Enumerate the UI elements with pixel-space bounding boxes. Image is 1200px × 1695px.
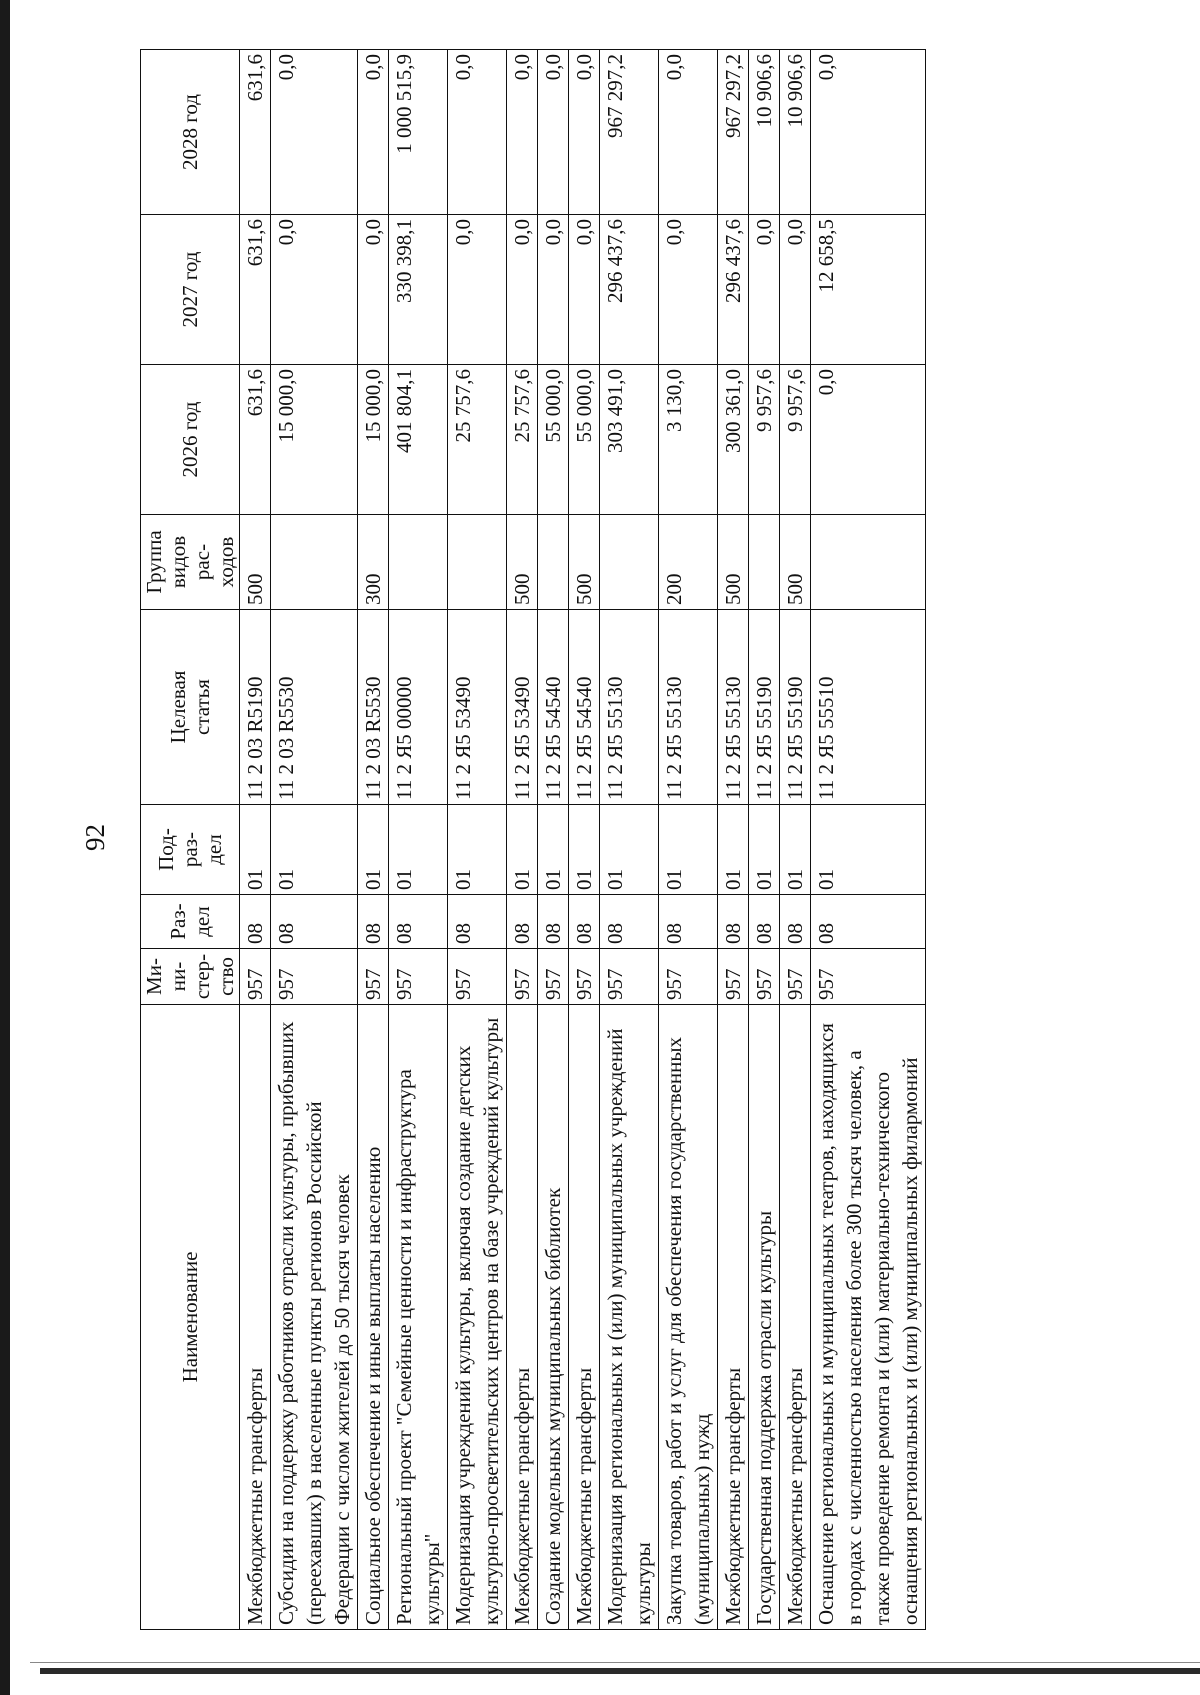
cell-2027: 0,0 [507, 215, 538, 365]
table-row [811, 50, 926, 1630]
cell-section: 08 [507, 895, 538, 949]
cell-2027: 631,6 [240, 215, 271, 365]
cell-2026: 0,0 [811, 365, 926, 515]
cell-subsection: 01 [811, 805, 926, 895]
cell-subsection: 01 [600, 805, 659, 895]
cell-section: 08 [600, 895, 659, 949]
cell-2028: 0,0 [538, 50, 569, 215]
cell-group [448, 515, 507, 610]
cell-ministry: 957 [811, 949, 926, 1005]
cell-2028: 1 000 515,9 [389, 50, 448, 215]
table-row [538, 50, 569, 1630]
cell-group [389, 515, 448, 610]
cell-name: Межбюджетные трансферты [240, 1005, 271, 1630]
scan-bottom-line [30, 1662, 1200, 1663]
cell-subsection: 01 [389, 805, 448, 895]
cell-name: Межбюджетные трансферты [718, 1005, 749, 1630]
cell-name: Государственная поддержка отрасли культуры [749, 1005, 780, 1630]
cell-ministry: 957 [600, 949, 659, 1005]
cell-subsection: 01 [749, 805, 780, 895]
cell-section: 08 [811, 895, 926, 949]
cell-name: Модернизация учреждений культуры, включая создание детских культурно-просветительских центров на базе учреждений культуры [448, 1005, 507, 1630]
cell-target: 11 2 Я5 55190 [780, 610, 811, 805]
cell-2028: 10 906,6 [749, 50, 780, 215]
header-subsection: Под- раз- дел [141, 805, 240, 895]
cell-2027: 0,0 [358, 215, 389, 365]
cell-2028: 0,0 [271, 50, 358, 215]
cell-2026: 300 361,0 [718, 365, 749, 515]
cell-2028: 0,0 [507, 50, 538, 215]
header-target: Целевая статья [141, 610, 240, 805]
cell-target: 11 2 03 R5190 [240, 610, 271, 805]
cell-group: 500 [718, 515, 749, 610]
cell-ministry: 957 [569, 949, 600, 1005]
cell-2028: 0,0 [811, 50, 926, 215]
header-2028: 2028 год [141, 50, 240, 215]
cell-2028: 967 297,2 [718, 50, 749, 215]
cell-2028: 0,0 [448, 50, 507, 215]
table-row [749, 50, 780, 1630]
page-number: 92 [80, 824, 110, 851]
cell-ministry: 957 [749, 949, 780, 1005]
cell-group [538, 515, 569, 610]
cell-name: Межбюджетные трансферты [569, 1005, 600, 1630]
cell-section: 08 [538, 895, 569, 949]
cell-2026: 9 957,6 [780, 365, 811, 515]
cell-subsection: 01 [659, 805, 718, 895]
cell-group: 200 [659, 515, 718, 610]
cell-subsection: 01 [569, 805, 600, 895]
cell-2028: 631,6 [240, 50, 271, 215]
cell-ministry: 957 [538, 949, 569, 1005]
cell-2026: 303 491,0 [600, 365, 659, 515]
cell-2027: 0,0 [780, 215, 811, 365]
cell-target: 11 2 Я5 55190 [749, 610, 780, 805]
cell-ministry: 957 [659, 949, 718, 1005]
cell-group: 500 [780, 515, 811, 610]
table-row [448, 50, 507, 1630]
cell-2027: 0,0 [448, 215, 507, 365]
cell-subsection: 01 [538, 805, 569, 895]
cell-group [600, 515, 659, 610]
cell-name: Создание модельных муниципальных библиотек [538, 1005, 569, 1630]
table-row [659, 50, 718, 1630]
table-row [240, 50, 271, 1630]
cell-2027: 0,0 [538, 215, 569, 365]
cell-subsection: 01 [271, 805, 358, 895]
cell-2026: 631,6 [240, 365, 271, 515]
cell-target: 11 2 Я5 54540 [538, 610, 569, 805]
cell-2027: 0,0 [749, 215, 780, 365]
cell-subsection: 01 [718, 805, 749, 895]
cell-target: 11 2 Я5 55510 [811, 610, 926, 805]
table-row [358, 50, 389, 1630]
cell-ministry: 957 [389, 949, 448, 1005]
cell-2026: 15 000,0 [271, 365, 358, 515]
cell-2027: 0,0 [569, 215, 600, 365]
cell-group [811, 515, 926, 610]
cell-target: 11 2 Я5 54540 [569, 610, 600, 805]
cell-target: 11 2 Я5 53490 [507, 610, 538, 805]
cell-ministry: 957 [271, 949, 358, 1005]
cell-ministry: 957 [448, 949, 507, 1005]
cell-section: 08 [448, 895, 507, 949]
header-row [141, 50, 240, 1630]
cell-ministry: 957 [780, 949, 811, 1005]
cell-name: Социальное обеспечение и иные выплаты населению [358, 1005, 389, 1630]
cell-2027: 296 437,6 [718, 215, 749, 365]
cell-2027: 12 658,5 [811, 215, 926, 365]
cell-name: Субсидии на поддержку работников отрасли культуры, прибывших (переехавших) в населенные пункты регионов Российской Федерации с числом жителей до 50 тысяч человек [271, 1005, 358, 1630]
cell-section: 08 [271, 895, 358, 949]
cell-subsection: 01 [240, 805, 271, 895]
cell-ministry: 957 [507, 949, 538, 1005]
header-2027: 2027 год [141, 215, 240, 365]
cell-group: 300 [358, 515, 389, 610]
cell-target: 11 2 Я5 55130 [600, 610, 659, 805]
cell-subsection: 01 [780, 805, 811, 895]
cell-target: 11 2 Я5 53490 [448, 610, 507, 805]
cell-name: Межбюджетные трансферты [780, 1005, 811, 1630]
cell-target: 11 2 Я5 55130 [659, 610, 718, 805]
cell-2028: 0,0 [659, 50, 718, 215]
cell-2028: 0,0 [358, 50, 389, 215]
cell-group: 500 [569, 515, 600, 610]
cell-section: 08 [749, 895, 780, 949]
header-expense-group: Группа видов рас- ходов [141, 515, 240, 610]
cell-2026: 55 000,0 [538, 365, 569, 515]
scan-left-edge [0, 0, 10, 1695]
cell-2028: 967 297,2 [600, 50, 659, 215]
cell-ministry: 957 [718, 949, 749, 1005]
cell-target: 11 2 03 R5530 [358, 610, 389, 805]
header-name: Наименование [141, 1005, 240, 1630]
cell-2028: 10 906,6 [780, 50, 811, 215]
cell-section: 08 [659, 895, 718, 949]
cell-2027: 0,0 [271, 215, 358, 365]
cell-ministry: 957 [240, 949, 271, 1005]
cell-section: 08 [780, 895, 811, 949]
cell-target: 11 2 Я5 55130 [718, 610, 749, 805]
cell-2026: 55 000,0 [569, 365, 600, 515]
cell-section: 08 [389, 895, 448, 949]
cell-name: Региональный проект "Семейные ценности и инфраструктура культуры" [389, 1005, 448, 1630]
cell-2027: 0,0 [659, 215, 718, 365]
cell-2027: 296 437,6 [600, 215, 659, 365]
header-2026: 2026 год [141, 365, 240, 515]
header-ministry: Ми- ни- стер- ство [141, 949, 240, 1005]
cell-2026: 15 000,0 [358, 365, 389, 515]
cell-name: Межбюджетные трансферты [507, 1005, 538, 1630]
cell-name: Оснащение региональных и муниципальных театров, находящихся в городах с численностью населения более 300 тысяч человек, а также проведение ремонта и (или) материально-технического оснащения региональных и (или) муниципальных филармоний [811, 1005, 926, 1630]
cell-section: 08 [358, 895, 389, 949]
table-row [780, 50, 811, 1630]
cell-group [271, 515, 358, 610]
cell-subsection: 01 [448, 805, 507, 895]
header-section: Раз- дел [141, 895, 240, 949]
cell-target: 11 2 03 R5530 [271, 610, 358, 805]
scan-bottom-edge [40, 1668, 1200, 1674]
cell-group [749, 515, 780, 610]
cell-2026: 9 957,6 [749, 365, 780, 515]
table-row [507, 50, 538, 1630]
cell-section: 08 [240, 895, 271, 949]
table-row [600, 50, 659, 1630]
cell-name: Закупка товаров, работ и услуг для обеспечения государственных (муниципальных) нужд [659, 1005, 718, 1630]
cell-2027: 330 398,1 [389, 215, 448, 365]
cell-name: Модернизация региональных и (или) муниципальных учреждений культуры [600, 1005, 659, 1630]
cell-2026: 401 804,1 [389, 365, 448, 515]
budget-table [140, 49, 926, 1630]
cell-2026: 3 130,0 [659, 365, 718, 515]
table-row [271, 50, 358, 1630]
cell-2028: 0,0 [569, 50, 600, 215]
cell-section: 08 [718, 895, 749, 949]
cell-2026: 25 757,6 [448, 365, 507, 515]
cell-ministry: 957 [358, 949, 389, 1005]
table-row [718, 50, 749, 1630]
cell-section: 08 [569, 895, 600, 949]
cell-group: 500 [240, 515, 271, 610]
cell-target: 11 2 Я5 00000 [389, 610, 448, 805]
cell-2026: 25 757,6 [507, 365, 538, 515]
table-row [569, 50, 600, 1630]
cell-subsection: 01 [507, 805, 538, 895]
cell-group: 500 [507, 515, 538, 610]
table-row [389, 50, 448, 1630]
rotated-table-container [140, 50, 985, 1630]
cell-subsection: 01 [358, 805, 389, 895]
